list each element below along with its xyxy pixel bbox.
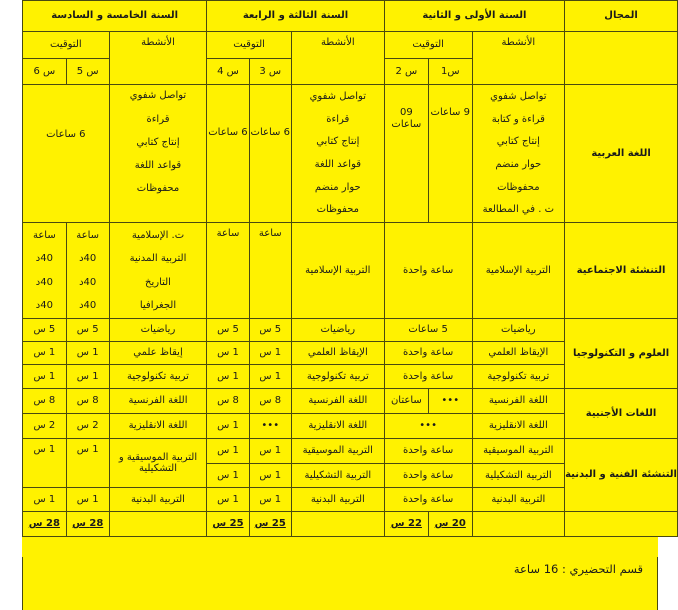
- arts-y5-1: 1 س: [66, 488, 109, 512]
- social-y3: ساعة: [249, 223, 291, 319]
- arts-time-12-0: ساعة واحدة: [384, 439, 472, 464]
- list-item: محفوظات: [497, 181, 540, 193]
- totals-blank: [109, 512, 207, 537]
- footer-box: [22, 557, 658, 610]
- activities-header-34: الأنشطة: [291, 32, 384, 85]
- list-item: ت . في المطالعة: [482, 204, 554, 216]
- arts-act-56-1: التربية البدنية: [109, 488, 207, 512]
- domain-arts: التنشئة الفنية و البدنية: [565, 439, 678, 512]
- science-y3-2: 1 س: [249, 365, 291, 389]
- social-y6: [23, 223, 67, 319]
- domain-science: العلوم و التكنولوجيا: [565, 319, 678, 389]
- arts-act-12-0: التربية الموسيقية: [472, 439, 565, 464]
- arabic-y4: 6 ساعات: [207, 85, 249, 223]
- foreign-y2-0: ساعتان: [384, 389, 428, 414]
- foreign-act-12-1: اللغة الانقليزية: [472, 414, 565, 439]
- science-act-12-0: رياضيات: [472, 319, 565, 342]
- foreign-y1-0: •••: [428, 389, 472, 414]
- arabic-y1: 9 ساعات: [428, 85, 472, 223]
- foreign-act-12-0: اللغة الفرنسية: [472, 389, 565, 414]
- social-y4: ساعة: [207, 223, 249, 319]
- list-item: تواصل شفوي: [309, 91, 367, 103]
- foreign-y3-0: 8 س: [249, 389, 291, 414]
- list-item: حوار منضم: [314, 181, 361, 193]
- list-item: قواعد اللغة: [314, 159, 362, 171]
- foreign-y4-0: 8 س: [207, 389, 249, 414]
- arts-time-12-1: ساعة واحدة: [384, 464, 472, 488]
- social-time-12: ساعة واحدة: [384, 223, 472, 319]
- arts-y4-2: 1 س: [207, 488, 249, 512]
- arts-act-12-1: التربية التشكيلية: [472, 464, 565, 488]
- science-y4-2: 1 س: [207, 365, 249, 389]
- science-act-12-2: تربية تكنولوجية: [472, 365, 565, 389]
- list-item: قواعد اللغة: [134, 159, 182, 171]
- domain-header: المجال: [565, 1, 678, 32]
- arts-y6-0: 1 س: [23, 439, 67, 488]
- foreign-y3-1: •••: [249, 414, 291, 439]
- list-item: الجغرافيا: [139, 300, 177, 311]
- total-y3: [249, 512, 291, 537]
- science-act-56-1: إيقاظ علمي: [109, 342, 207, 365]
- foreign-y5-1: 2 س: [66, 414, 109, 439]
- total-value: 25 س: [254, 518, 286, 530]
- arts-y3-2: 1 س: [249, 488, 291, 512]
- science-y6-0: 5 س: [23, 319, 67, 342]
- foreign-act-56-0: اللغة الفرنسية: [109, 389, 207, 414]
- list-item: 40د: [35, 253, 53, 264]
- science-y5-2: 1 س: [66, 365, 109, 389]
- science-time-12-2: ساعة واحدة: [384, 365, 472, 389]
- science-act-34-0: رياضيات: [291, 319, 384, 342]
- timing-header-34: التوقيت: [207, 32, 292, 59]
- foreign-y4-1: 1 س: [207, 414, 249, 439]
- science-y5-0: 5 س: [66, 319, 109, 342]
- arts-act-56-0: التربية الموسيقية و التشكيلية: [109, 439, 207, 488]
- arts-time-12-2: ساعة واحدة: [384, 488, 472, 512]
- list-item: محفوظات: [136, 183, 180, 195]
- list-item: قراءة و كتابة: [491, 113, 545, 125]
- total-y5: [66, 512, 109, 537]
- list-item: إنتاج كتابي: [496, 136, 540, 148]
- foreign-y12-1: •••: [384, 414, 472, 439]
- arts-act-34-0: التربية الموسيقية: [291, 439, 384, 464]
- arts-y4-0: 1 س: [207, 439, 249, 464]
- science-act-56-2: تربية تكنولوجية: [109, 365, 207, 389]
- foreign-y6-0: 8 س: [23, 389, 67, 414]
- total-y2: [384, 512, 428, 537]
- list-item: 40د: [79, 276, 97, 288]
- social-activity-12: التربية الإسلامية: [472, 223, 565, 319]
- science-act-12-1: الإيقاظ العلمي: [472, 342, 565, 365]
- arts-act-34-1: التربية التشكيلية: [291, 464, 384, 488]
- foreign-act-56-1: اللغة الانقليزية: [109, 414, 207, 439]
- science-time-12-1: ساعة واحدة: [384, 342, 472, 365]
- total-value: 20 س: [434, 518, 466, 530]
- foreign-y5-0: 8 س: [66, 389, 109, 414]
- total-y1: [428, 512, 472, 537]
- total-value: 28 س: [72, 518, 104, 530]
- preparatory-note: قسم التحضيري : 16 ساعة: [513, 562, 643, 576]
- list-item: ساعة: [32, 229, 56, 241]
- year6-label: س 6: [23, 59, 67, 85]
- arabic-y3: 6 ساعات: [249, 85, 291, 223]
- total-value: 22 س: [390, 518, 422, 530]
- year12-header: السنة الأولى و الثانية: [384, 1, 564, 32]
- year5-label: س 5: [66, 59, 109, 85]
- total-value: 25 س: [212, 518, 244, 530]
- arts-act-34-2: التربية البدنية: [291, 488, 384, 512]
- arabic-y56: 6 ساعات: [23, 85, 110, 223]
- arts-act-12-2: التربية البدنية: [472, 488, 565, 512]
- arts-y3-0: 1 س: [249, 439, 291, 464]
- foreign-act-34-0: اللغة الفرنسية: [291, 389, 384, 414]
- list-item: قراءة: [326, 113, 350, 125]
- year56-header: السنة الخامسة و السادسة: [23, 1, 207, 32]
- list-item: 40د: [35, 276, 53, 288]
- science-act-56-0: رياضيات: [109, 319, 207, 342]
- list-item: قراءة: [146, 113, 170, 125]
- science-act-34-2: تربية تكنولوجية: [291, 365, 384, 389]
- total-y4: [207, 512, 249, 537]
- list-item: التاريخ: [145, 276, 171, 288]
- arts-y3-1: 1 س: [249, 464, 291, 488]
- activities-header-12: الأنشطة: [472, 32, 565, 85]
- science-time-12-0: 5 ساعات: [384, 319, 472, 342]
- domain-header-blank: [565, 32, 678, 85]
- science-y3-0: 5 س: [249, 319, 291, 342]
- list-item: إنتاج كتابي: [136, 136, 180, 148]
- year34-header: السنة الثالثة و الرابعة: [207, 1, 384, 32]
- list-item: محفوظات: [316, 204, 360, 216]
- arts-y4-1: 1 س: [207, 464, 249, 488]
- list-item: 40د: [35, 300, 53, 311]
- totals-blank: [472, 512, 565, 537]
- year2-label: س 2: [384, 59, 428, 85]
- list-item: 40د: [79, 300, 97, 311]
- domain-foreign: اللغات الأجنبية: [565, 389, 678, 439]
- science-y6-1: 1 س: [23, 342, 67, 365]
- list-item: تواصل شفوي: [490, 91, 547, 103]
- timing-header-56: التوقيت: [23, 32, 110, 59]
- list-item: تواصل شفوي: [129, 90, 187, 102]
- arts-y6-1: 1 س: [23, 488, 67, 512]
- arts-y5-0: 1 س: [66, 439, 109, 488]
- arabic-y2: 09 ساعات: [384, 85, 428, 223]
- arabic-activities-12: [472, 85, 565, 223]
- year3-label: س 3: [249, 59, 291, 85]
- year4-label: س 4: [207, 59, 249, 85]
- social-y5: [66, 223, 109, 319]
- list-item: حوار منضم: [495, 159, 542, 171]
- list-item: إنتاج كتابي: [316, 136, 360, 148]
- science-act-34-1: الإيقاظ العلمي: [291, 342, 384, 365]
- science-y4-1: 1 س: [207, 342, 249, 365]
- list-item: ساعة: [76, 229, 100, 241]
- social-activities-56: [109, 223, 207, 319]
- foreign-y6-1: 2 س: [23, 414, 67, 439]
- timing-header-12: التوقيت: [384, 32, 472, 59]
- activities-header-56: الأنشطة: [109, 32, 207, 85]
- total-y6: [23, 512, 67, 537]
- list-item: ت. الإسلامية: [131, 229, 185, 241]
- science-y6-2: 1 س: [23, 365, 67, 389]
- science-y4-0: 5 س: [207, 319, 249, 342]
- science-y5-1: 1 س: [66, 342, 109, 365]
- science-y3-1: 1 س: [249, 342, 291, 365]
- social-activity-34: التربية الإسلامية: [291, 223, 384, 319]
- totals-blank: [291, 512, 384, 537]
- totals-blank: [565, 512, 678, 537]
- domain-social: التنشئة الاجتماعية: [565, 223, 678, 319]
- domain-arabic: اللغة العربية: [565, 85, 678, 223]
- year1-label: س1: [428, 59, 472, 85]
- list-item: التربية المدنية: [129, 253, 187, 264]
- arabic-activities-56: [109, 85, 207, 223]
- list-item: 40د: [79, 253, 97, 264]
- foreign-act-34-1: اللغة الانقليزية: [291, 414, 384, 439]
- arabic-activities-34: [291, 85, 384, 223]
- total-value: 28 س: [28, 518, 60, 530]
- timetable: [22, 0, 678, 537]
